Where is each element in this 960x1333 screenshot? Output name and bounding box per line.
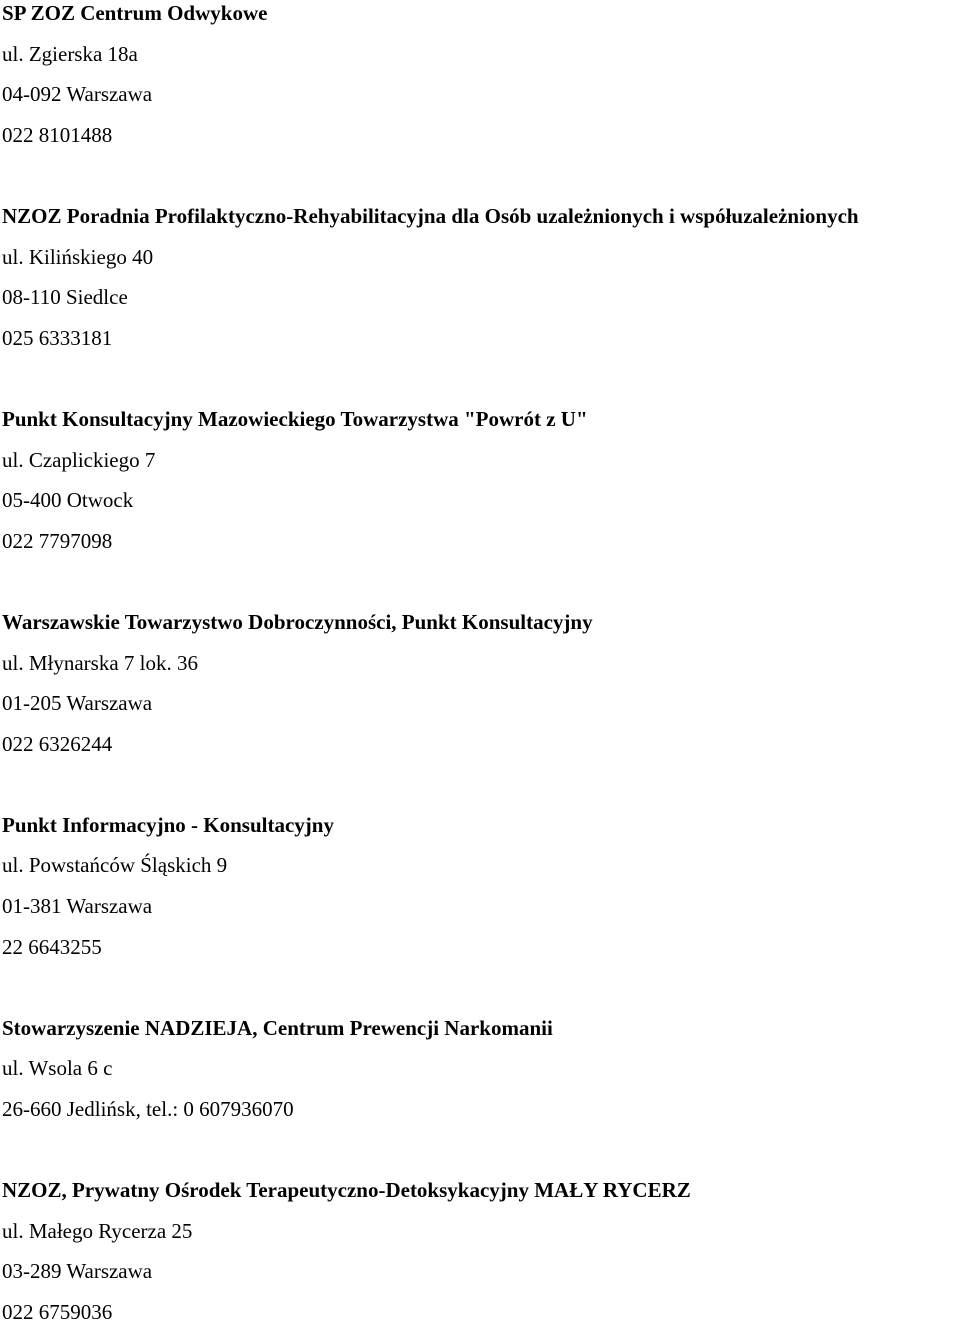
facility-city: 04-092 Warszawa bbox=[2, 82, 153, 107]
facility-phone: 025 6333181 bbox=[2, 325, 113, 350]
facility-name: Warszawskie Towarzystwo Dobroczynności, Punkt Konsultacyjny bbox=[2, 609, 593, 634]
facility-city: 08-110 Siedlce bbox=[2, 285, 128, 310]
facility-name: Punkt Informacyjno - Konsultacyjny bbox=[2, 812, 334, 837]
facility-entry bbox=[2, 602, 958, 805]
facility-phone: 22 6643255 bbox=[2, 934, 102, 959]
facility-city: 01-205 Warszawa bbox=[2, 691, 153, 716]
facility-entry bbox=[2, 805, 958, 1008]
facility-street: ul. Powstańców Śląskich 9 bbox=[2, 853, 228, 878]
document-body bbox=[2, 0, 958, 1333]
facility-entry bbox=[2, 1170, 958, 1332]
facility-street: ul. Wsola 6 c bbox=[2, 1056, 113, 1081]
facility-street: ul. Młynarska 7 lok. 36 bbox=[2, 650, 198, 675]
facility-phone: 022 6326244 bbox=[2, 731, 113, 756]
facility-phone: 022 6759036 bbox=[2, 1300, 113, 1324]
facility-phone: 022 8101488 bbox=[2, 122, 113, 147]
entry-spacer bbox=[2, 967, 958, 1008]
facility-entry bbox=[2, 196, 958, 399]
facility-street: ul. Małego Rycerza 25 bbox=[2, 1218, 193, 1243]
facility-street: ul. Czaplickiego 7 bbox=[2, 447, 156, 472]
facility-city: 05-400 Otwock bbox=[2, 488, 134, 513]
facility-name: NZOZ, Prywatny Ośrodek Terapeutyczno-Detoksykacyjny MAŁY RYCERZ bbox=[2, 1178, 691, 1203]
facility-street: ul. Zgierska 18a bbox=[2, 41, 138, 66]
facility-entry bbox=[2, 399, 958, 602]
facility-entry bbox=[2, 1008, 958, 1170]
facility-city: 01-381 Warszawa bbox=[2, 894, 153, 919]
entry-spacer bbox=[2, 764, 958, 805]
facility-name: NZOZ Poradnia Profilaktyczno-Rehyabilitacyjna dla Osób uzależnionych i współuzależnionych bbox=[2, 203, 859, 228]
entry-spacer bbox=[2, 155, 958, 196]
entry-spacer bbox=[2, 1130, 958, 1171]
facility-name: Stowarzyszenie NADZIEJA, Centrum Prewencji Narkomanii bbox=[2, 1015, 553, 1040]
facility-entry bbox=[2, 0, 958, 196]
facility-city-and-phone: 26-660 Jedlińsk, tel.: 0 607936070 bbox=[2, 1097, 294, 1122]
entry-spacer bbox=[2, 561, 958, 602]
facility-name: Punkt Konsultacyjny Mazowieckiego Towarzystwa "Powrót z U" bbox=[2, 406, 588, 431]
facility-name: SP ZOZ Centrum Odwykowe bbox=[2, 1, 268, 25]
facility-street: ul. Kilińskiego 40 bbox=[2, 244, 154, 269]
facility-phone: 022 7797098 bbox=[2, 528, 113, 553]
facility-city: 03-289 Warszawa bbox=[2, 1259, 153, 1284]
entry-spacer bbox=[2, 358, 958, 399]
